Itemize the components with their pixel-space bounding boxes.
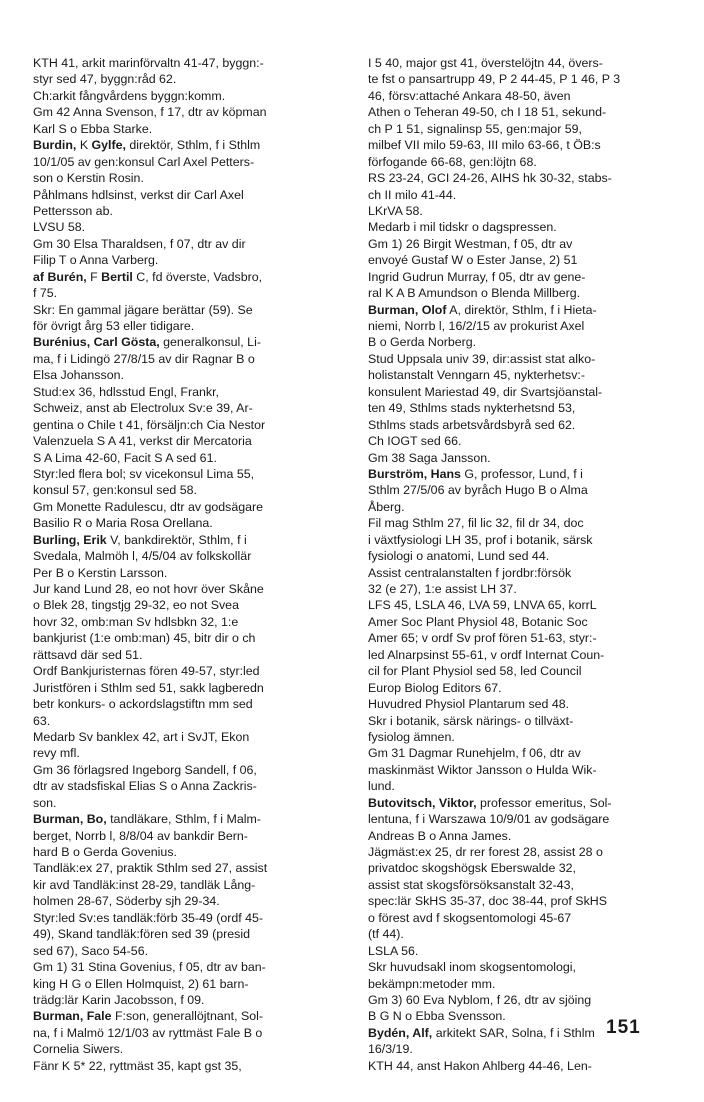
entry-text: för övrigt årg 53 eller tidigare. xyxy=(33,319,195,333)
entry-text: Medarb i mil tidskr o dagspressen. xyxy=(368,220,557,235)
text-line xyxy=(368,647,672,663)
text-line xyxy=(368,532,672,548)
text-line xyxy=(368,828,672,844)
text-line xyxy=(368,614,672,630)
text-line xyxy=(33,219,353,235)
entry-text: styr sed 47, byggn:råd 62. xyxy=(33,72,177,87)
entry-name: Butovitsch, Viktor, xyxy=(368,795,477,810)
text-line xyxy=(368,482,672,498)
entry-text: hovr 32, omb:man Sv hdlsbkn 32, 1:e xyxy=(33,614,239,629)
entry-text: Jur kand Lund 28, eo not hovr över Skåne xyxy=(33,582,264,596)
entry-text: rättsavd där sed 51. xyxy=(33,647,143,662)
text-line xyxy=(33,433,353,449)
entry-text: S A Lima 42-60, Facit S A sed 61. xyxy=(33,450,217,465)
entry-text: B o Gerda Norberg. xyxy=(368,335,477,350)
entry-text: assist stat skogsförsöksanstalt 32-43, xyxy=(368,877,574,892)
text-line xyxy=(368,88,672,104)
entry-text: Amer Soc Plant Physiol 48, Botanic Soc xyxy=(368,614,588,629)
entry-text: KTH 44, anst Hakon Ahlberg 44-46, Len- xyxy=(368,1058,592,1073)
entry-name: Burman, Fale xyxy=(33,1009,112,1024)
text-line xyxy=(33,713,353,729)
entry-text: Fänr K 5* 22, ryttmäst 35, kapt gst 35, xyxy=(33,1058,242,1073)
text-line xyxy=(368,203,672,219)
entry-text: A, direktör, Sthlm, f i Hieta- xyxy=(446,302,597,317)
entry-text: Amer 65; v ordf Sv prof fören 51-63, styr:- xyxy=(368,631,597,646)
entry-text: konsul 57, gen:konsul sed 58. xyxy=(33,483,197,498)
entry-text: holistanstalt Venngarn 45, nykterhetsv:- xyxy=(368,368,585,383)
entry-text: Fil mag Sthlm 27, fil lic 32, fil dr 34, doc xyxy=(368,516,584,531)
text-line xyxy=(33,696,353,712)
text-line xyxy=(33,943,353,959)
entry-text: Gm 1) 26 Birgit Westman, f 05, dtr av xyxy=(368,236,573,251)
text-line xyxy=(368,729,672,745)
text-line xyxy=(33,976,353,992)
text-line xyxy=(33,680,353,696)
text-line xyxy=(368,630,672,646)
text-line xyxy=(33,203,353,219)
entry-text: Gm Monette Radulescu, dtr av godsägare xyxy=(33,499,264,514)
text-line xyxy=(33,285,353,301)
text-line xyxy=(368,351,672,367)
text-line xyxy=(33,137,353,153)
text-line xyxy=(368,121,672,137)
entry-text: Karl S o Ebba Starke. xyxy=(33,121,153,136)
text-line xyxy=(33,548,353,564)
entry-text: na, f i Malmö 12/1/03 av ryttmäst Fale B o xyxy=(33,1025,263,1040)
text-line xyxy=(368,170,672,186)
text-line xyxy=(33,992,353,1008)
left-column xyxy=(33,55,353,1074)
text-line xyxy=(368,302,672,318)
entry-name: Burman, Olof xyxy=(368,302,447,317)
entry-text: LVSU 58. xyxy=(33,220,86,235)
text-line xyxy=(368,910,672,926)
entry-text: trädg:lär Karin Jacobsson, f 09. xyxy=(33,992,205,1007)
entry-name: Burling, Erik xyxy=(33,532,107,547)
text-line xyxy=(368,367,672,383)
entry-text: Gm 3) 60 Eva Nyblom, f 26, dtr av sjöing xyxy=(368,992,592,1007)
entry-text: Huvudred Physiol Plantarum sed 48. xyxy=(368,697,570,712)
text-line xyxy=(33,581,353,597)
text-line xyxy=(33,532,353,548)
text-line xyxy=(33,778,353,794)
entry-text: ral K A B Amundson o Blenda Millberg. xyxy=(368,286,581,301)
entry-text: niemi, Norrb l, 16/2/15 av prokurist Axel xyxy=(368,319,585,333)
text-line xyxy=(368,926,672,942)
entry-text: Tandläk:ex 27, praktik Sthlm sed 27, assist xyxy=(33,861,268,876)
text-line xyxy=(33,400,353,416)
text-line xyxy=(368,663,672,679)
text-line xyxy=(33,252,353,268)
entry-text: gentina o Chile t 41, försäljn:ch Cia Nestor xyxy=(33,417,266,432)
entry-text: privatdoc skogshögsk Eberswalde 32, xyxy=(368,861,577,876)
entry-text: LKrVA 58. xyxy=(368,203,423,218)
entry-text: Basilio R o Maria Rosa Orellana. xyxy=(33,516,213,531)
text-line xyxy=(368,334,672,350)
entry-text: Ingrid Gudrun Murray, f 05, dtr av gene- xyxy=(368,269,586,284)
entry-name: Burénius, Carl Gösta, xyxy=(33,335,160,350)
entry-text: ten 49, Sthlms stads nykterhetsnd 53, xyxy=(368,401,576,416)
entry-text: Ch:arkit fångvårdens byggn:komm. xyxy=(33,88,226,103)
entry-text: Påhlmans hdlsinst, verkst dir Carl Axel xyxy=(33,187,244,202)
entry-text: milbef VII milo 59-63, III milo 63-66, t ÖB:s xyxy=(368,138,601,153)
text-line xyxy=(368,219,672,235)
text-line xyxy=(368,400,672,416)
entry-text: te fst o pansartrupp 49, P 2 44-45, P 1 46, P 3 xyxy=(368,72,621,87)
entry-name: af Burén, xyxy=(33,269,87,284)
text-line xyxy=(368,581,672,597)
text-line xyxy=(33,334,353,350)
text-line xyxy=(368,515,672,531)
entry-text: Assist centralanstalten f jordbr:försök xyxy=(368,565,572,580)
entry-text: B G N o Ebba Svensson. xyxy=(368,1009,506,1024)
text-line xyxy=(368,565,672,581)
text-line xyxy=(33,104,353,120)
entry-text: Ordf Bankjuristernas fören 49-57, styr:led xyxy=(33,664,260,679)
text-line xyxy=(368,104,672,120)
text-line xyxy=(368,680,672,696)
entry-name: Burström, Hans xyxy=(368,466,461,481)
text-line xyxy=(33,910,353,926)
text-line xyxy=(33,384,353,400)
entry-name: Gylfe, xyxy=(91,138,126,153)
entry-text: Gm 36 förlagsred Ingeborg Sandell, f 06, xyxy=(33,762,257,777)
entry-text: Schweiz, anst ab Electrolux Sv:e 39, Ar- xyxy=(33,401,253,416)
text-line xyxy=(368,943,672,959)
text-line xyxy=(33,318,353,334)
text-line xyxy=(368,433,672,449)
text-line xyxy=(368,450,672,466)
entry-text: 16/3/19. xyxy=(368,1042,413,1057)
entry-text: konsulent Mariestad 49, dir Svartsjöanstal- xyxy=(368,384,603,399)
text-line xyxy=(368,285,672,301)
entry-text: RS 23-24, GCI 24-26, AIHS hk 30-32, stabs- xyxy=(368,171,612,186)
entry-text: maskinmäst Wiktor Jansson o Hulda Wik- xyxy=(368,762,597,777)
text-line xyxy=(33,877,353,893)
text-line xyxy=(368,597,672,613)
entry-text: o Blek 28, tingstjg 29-32, eo not Svea xyxy=(33,598,239,613)
entry-text: ch II milo 41-44. xyxy=(368,187,457,202)
entry-text: bekämpn:metoder mm. xyxy=(368,976,496,991)
text-line xyxy=(33,302,353,318)
text-line xyxy=(368,992,672,1008)
entry-name: Burman, Bo, xyxy=(33,812,107,827)
text-line xyxy=(368,318,672,334)
text-line xyxy=(33,811,353,827)
entry-text: ma, f i Lidingö 27/8/15 av dir Ragnar B o xyxy=(33,351,255,366)
entry-text: Sthlms stads arbetsvårdsbyrå sed 62. xyxy=(368,417,576,432)
entry-text: F xyxy=(86,269,102,284)
entry-text: Gm 1) 31 Stina Govenius, f 05, dtr av ban- xyxy=(33,960,266,975)
entry-text: (tf 44). xyxy=(368,927,404,942)
entry-text: Juristfören i Sthlm sed 51, sakk lagberedn xyxy=(33,680,264,695)
entry-text: bankjurist (1:e omb:man) 45, bitr dir o ch xyxy=(33,631,256,646)
text-line xyxy=(33,762,353,778)
text-line xyxy=(368,778,672,794)
entry-text: f 75. xyxy=(33,286,58,301)
entry-text: o förest avd f skogsentomologi 45-67 xyxy=(368,910,572,925)
entry-text: led Alnarpsinst 55-61, v ordf Internat Coun- xyxy=(368,647,605,662)
entry-text: 10/1/05 av gen:konsul Carl Axel Petters- xyxy=(33,154,255,169)
text-line xyxy=(33,466,353,482)
text-line xyxy=(33,71,353,87)
text-line xyxy=(33,745,353,761)
entry-text: Gm 30 Elsa Tharaldsen, f 07, dtr av dir xyxy=(33,236,246,251)
entry-text: professor emeritus, Sol- xyxy=(476,795,612,810)
entry-text: Europ Biolog Editors 67. xyxy=(368,680,502,695)
entry-text: berget, Norrb l, 8/8/04 av bankdir Bern- xyxy=(33,828,248,843)
entry-text: Stud:ex 36, hdlsstud Engl, Frankr, xyxy=(33,384,219,399)
entry-text: Filip T o Anna Varberg. xyxy=(33,253,159,268)
text-line xyxy=(33,630,353,646)
entry-text: Stud Uppsala univ 39, dir:assist stat alko- xyxy=(368,351,596,366)
entry-text: LSLA 56. xyxy=(368,943,419,958)
entry-text: F:son, generallöjtnant, Sol- xyxy=(111,1009,264,1024)
entry-text: fysiologi o anatomi, Lund sed 44. xyxy=(368,549,550,564)
entry-text: tandläkare, Sthlm, f i Malm- xyxy=(106,812,261,827)
text-line xyxy=(368,762,672,778)
text-line xyxy=(368,236,672,252)
entry-text: son o Kerstin Rosin. xyxy=(33,171,144,186)
text-line xyxy=(33,844,353,860)
entry-text: Per B o Kerstin Larsson. xyxy=(33,565,168,580)
entry-name: Burdin, xyxy=(33,138,77,153)
entry-text: förfogande 66-68, gen:löjtn 68. xyxy=(368,154,537,169)
entry-text: Svedala, Malmöh l, 4/5/04 av folkskollär xyxy=(33,549,252,564)
text-line xyxy=(368,893,672,909)
text-line xyxy=(368,55,672,71)
text-line xyxy=(368,745,672,761)
text-line xyxy=(33,795,353,811)
entry-text: 46, försv:attaché Ankara 48-50, även xyxy=(368,88,571,103)
entry-text: Ch IOGT sed 66. xyxy=(368,434,462,449)
text-line xyxy=(33,860,353,876)
entry-text: Sthlm 27/5/06 av byråch Hugo B o Alma xyxy=(368,483,588,498)
page-number: 151 xyxy=(606,1017,641,1038)
entry-text: holmen 28-67, Söderby sjh 29-34. xyxy=(33,894,220,909)
text-line xyxy=(368,811,672,827)
text-line xyxy=(368,252,672,268)
text-line xyxy=(33,614,353,630)
text-line xyxy=(368,713,672,729)
entry-name: Bertil xyxy=(101,269,133,284)
entry-text: direktör, Sthlm, f i Sthlm xyxy=(125,138,261,153)
entry-text: KTH 41, arkit marinförvaltn 41-47, byggn:- xyxy=(33,56,264,70)
text-line xyxy=(368,1041,672,1057)
entry-text: revy mfl. xyxy=(33,746,80,761)
entry-text: cil for Plant Physiol sed 58, led Council xyxy=(368,664,582,679)
text-line xyxy=(33,1025,353,1041)
text-line xyxy=(368,384,672,400)
entry-text: Styr:led flera bol; sv vicekonsul Lima 55, xyxy=(33,466,255,481)
entry-text: Skr: En gammal jägare berättar (59). Se xyxy=(33,302,253,317)
text-line xyxy=(33,450,353,466)
text-line xyxy=(368,877,672,893)
text-line xyxy=(368,137,672,153)
text-line xyxy=(33,170,353,186)
entry-text: i växtfysiologi LH 35, prof i botanik, särsk xyxy=(368,532,593,547)
entry-text: betr konkurs- o ackordslagstiftn mm sed xyxy=(33,697,253,712)
text-line xyxy=(33,88,353,104)
text-line xyxy=(33,417,353,433)
text-line xyxy=(33,154,353,170)
text-line xyxy=(33,499,353,515)
text-line xyxy=(33,597,353,613)
text-line xyxy=(33,482,353,498)
entry-text: lund. xyxy=(368,779,395,794)
text-line xyxy=(368,696,672,712)
entry-text: Skr i botanik, särsk närings- o tillväxt- xyxy=(368,713,574,728)
text-line xyxy=(33,729,353,745)
entry-text: arkitekt SAR, Solna, f i Sthlm xyxy=(432,1025,595,1040)
text-line xyxy=(368,860,672,876)
text-line xyxy=(368,417,672,433)
entry-text: ch P 1 51, signalinsp 55, gen:major 59, xyxy=(368,121,582,136)
text-line xyxy=(368,844,672,860)
entry-text: LFS 45, LSLA 46, LVA 59, LNVA 65, korrL xyxy=(368,598,597,613)
entry-text: Åberg. xyxy=(368,499,405,514)
entry-text: Gm 42 Anna Svenson, f 17, dtr av köpman xyxy=(33,105,267,120)
entry-text: Cornelia Siwers. xyxy=(33,1042,124,1057)
entry-text: Medarb Sv banklex 42, art i SvJT, Ekon xyxy=(33,729,250,744)
entry-text: C, fd överste, Vadsbro, xyxy=(132,269,263,284)
text-line xyxy=(33,893,353,909)
text-line xyxy=(368,269,672,285)
entry-text: V, bankdirektör, Sthlm, f i xyxy=(106,532,247,547)
entry-text: generalkonsul, Li- xyxy=(159,335,261,350)
entry-text: Gm 31 Dagmar Runehjelm, f 06, dtr av xyxy=(368,746,581,761)
entry-text: son. xyxy=(33,795,57,810)
entry-text: lentuna, f i Warszawa 10/9/01 av godsägare xyxy=(368,812,610,827)
text-line xyxy=(33,515,353,531)
text-line xyxy=(33,367,353,383)
entry-text: hard B o Gerda Govenius. xyxy=(33,845,177,859)
right-column xyxy=(368,55,672,1074)
text-line xyxy=(33,1008,353,1024)
entry-text: I 5 40, major gst 41, överstelöjtn 44, övers- xyxy=(368,56,603,70)
text-line xyxy=(368,154,672,170)
entry-text: king H G o Ellen Holmquist, 2) 61 barn- xyxy=(33,976,249,991)
text-line xyxy=(33,663,353,679)
text-line xyxy=(368,71,672,87)
entry-text: Valenzuela S A 41, verkst dir Mercatoria xyxy=(33,434,252,449)
text-line xyxy=(33,828,353,844)
text-line xyxy=(368,976,672,992)
text-line xyxy=(368,187,672,203)
text-line xyxy=(33,269,353,285)
entry-text: Gm 38 Saga Jansson. xyxy=(368,450,491,465)
text-line xyxy=(368,499,672,515)
text-line xyxy=(33,926,353,942)
text-line xyxy=(33,351,353,367)
entry-text: Skr huvudsakl inom skogsentomologi, xyxy=(368,960,576,975)
entry-text: Elsa Johansson. xyxy=(33,368,124,383)
entry-text: envoyé Gustaf W o Ester Janse, 2) 51 xyxy=(368,253,578,268)
entry-text: fysiolog ämnen. xyxy=(368,729,455,744)
entry-text: G, professor, Lund, f i xyxy=(460,466,583,481)
entry-text: dtr av stadsfiskal Elias S o Anna Zackris- xyxy=(33,779,257,794)
entry-text: kir avd Tandläk:inst 28-29, tandläk Lång- xyxy=(33,877,256,892)
text-line xyxy=(33,236,353,252)
entry-text: 49), Skand tandläk:fören sed 39 (presid xyxy=(33,927,250,942)
entry-text: Pettersson ab. xyxy=(33,203,113,218)
text-line xyxy=(368,548,672,564)
entry-text: K xyxy=(76,138,92,153)
entry-text: 63. xyxy=(33,713,51,728)
text-line xyxy=(33,959,353,975)
text-line xyxy=(368,466,672,482)
text-line xyxy=(368,1058,672,1074)
text-line xyxy=(368,795,672,811)
entry-text: 32 (e 27), 1:e assist LH 37. xyxy=(368,582,517,596)
entry-text: sed 67), Saco 54-56. xyxy=(33,943,149,958)
text-line xyxy=(33,565,353,581)
text-line xyxy=(33,187,353,203)
text-line xyxy=(33,1058,353,1074)
text-line xyxy=(33,1041,353,1057)
text-line xyxy=(33,647,353,663)
text-line xyxy=(33,55,353,71)
text-line xyxy=(33,121,353,137)
entry-text: Jägmäst:ex 25, dr rer forest 28, assist 28 o xyxy=(368,845,603,859)
entry-text: spec:lär SkHS 35-37, doc 38-44, prof SkHS xyxy=(368,894,607,909)
text-line xyxy=(368,959,672,975)
entry-text: Athen o Teheran 49-50, ch I 18 51, sekund- xyxy=(368,105,607,120)
entry-name: Bydén, Alf, xyxy=(368,1025,433,1040)
entry-text: Styr:led Sv:es tandläk:förb 35-49 (ordf 45- xyxy=(33,910,264,925)
entry-text: Andreas B o Anna James. xyxy=(368,828,512,843)
